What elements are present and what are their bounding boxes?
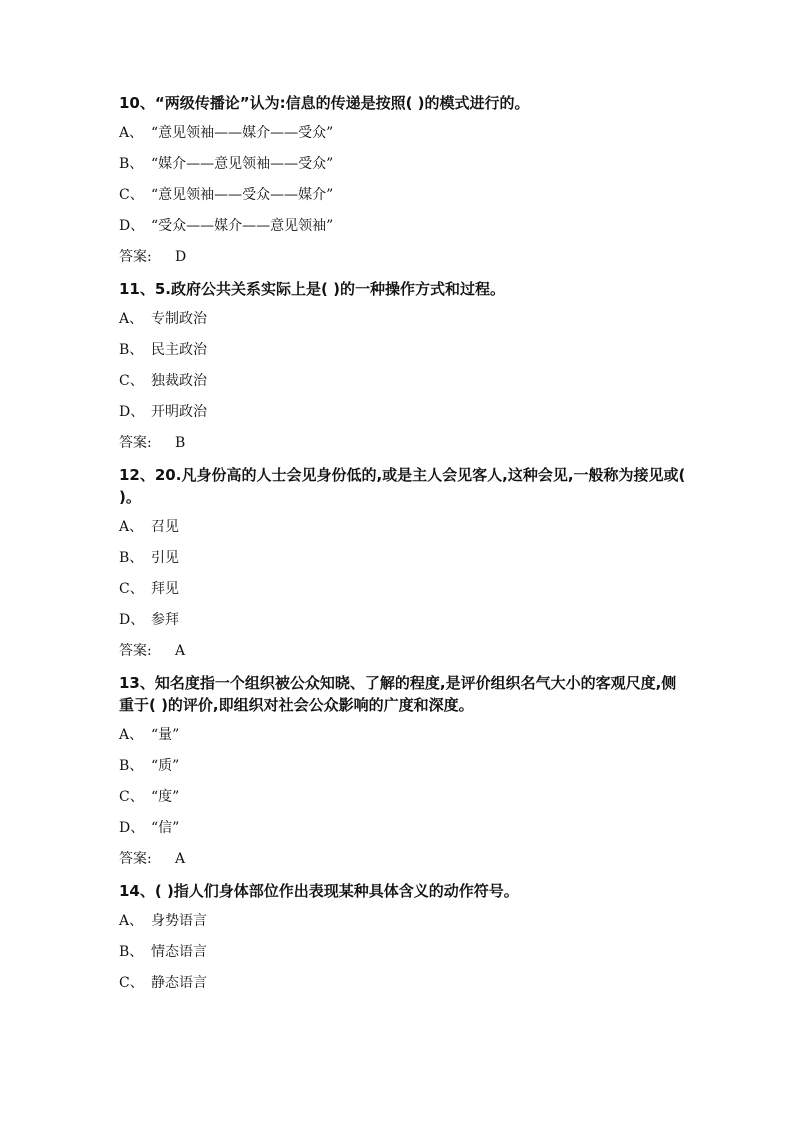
option-label: C、 <box>119 789 144 805</box>
option-label: A、 <box>119 727 144 743</box>
option-label: B、 <box>119 342 144 358</box>
option-c <box>119 972 689 994</box>
option-label: A、 <box>119 311 144 327</box>
option-d <box>119 609 689 631</box>
option-text: 静态语言 <box>151 975 207 991</box>
option-c <box>119 370 689 392</box>
option-label: A、 <box>119 913 144 929</box>
option-text: 民主政治 <box>151 342 207 358</box>
option-text: 情态语言 <box>151 944 207 960</box>
option-c <box>119 578 689 600</box>
option-text: “度” <box>151 789 180 805</box>
question-text: 10、“两级传播论”认为:信息的传递是按照( )的模式进行的。 <box>119 94 530 112</box>
option-label: D、 <box>119 820 145 836</box>
option-label: C、 <box>119 187 144 203</box>
answer-line <box>119 246 689 268</box>
option-d <box>119 215 689 237</box>
question-block-10 <box>119 92 689 268</box>
option-label: B、 <box>119 944 144 960</box>
option-d <box>119 817 689 839</box>
option-text: 身势语言 <box>151 913 207 929</box>
question-block-12 <box>119 464 689 662</box>
answer-label: 答案: <box>119 435 152 451</box>
option-label: D、 <box>119 612 145 628</box>
answer-label: 答案: <box>119 851 152 867</box>
document-page <box>119 92 689 1003</box>
option-label: C、 <box>119 373 144 389</box>
option-label: B、 <box>119 156 144 172</box>
option-text: 专制政治 <box>151 311 207 327</box>
answer-line <box>119 848 689 870</box>
option-c <box>119 184 689 206</box>
option-a <box>119 724 689 746</box>
option-b <box>119 547 689 569</box>
option-text: “受众——媒介——意见领袖” <box>151 218 334 234</box>
option-b <box>119 941 689 963</box>
option-text: 拜见 <box>151 581 179 597</box>
question-block-13 <box>119 672 689 870</box>
option-label: C、 <box>119 581 144 597</box>
option-label: B、 <box>119 758 144 774</box>
question-text: 14、( )指人们身体部位作出表现某种具体含义的动作符号。 <box>119 882 519 900</box>
option-text: “意见领袖——受众——媒介” <box>151 187 334 203</box>
option-b <box>119 755 689 777</box>
option-text: “意见领袖——媒介——受众” <box>151 125 334 141</box>
option-b <box>119 339 689 361</box>
option-label: A、 <box>119 125 144 141</box>
option-c <box>119 786 689 808</box>
question-text: 13、知名度指一个组织被公众知晓、了解的程度,是评价组织名气大小的客观尺度,侧重于( )的评价,即组织对社会公众影响的广度和深度。 <box>119 674 677 714</box>
question-text: 11、5.政府公共关系实际上是( )的一种操作方式和过程。 <box>119 280 505 298</box>
answer-value: A <box>175 643 186 659</box>
option-a <box>119 910 689 932</box>
option-label: B、 <box>119 550 144 566</box>
option-text: 召见 <box>151 519 179 535</box>
option-label: D、 <box>119 218 145 234</box>
option-text: 独裁政治 <box>151 373 207 389</box>
option-a <box>119 122 689 144</box>
option-text: 开明政治 <box>151 404 207 420</box>
option-label: A、 <box>119 519 144 535</box>
option-d <box>119 401 689 423</box>
answer-value: B <box>175 435 186 451</box>
option-label: C、 <box>119 975 144 991</box>
answer-label: 答案: <box>119 643 152 659</box>
answer-line <box>119 432 689 454</box>
question-text: 12、20.凡身份高的人士会见身份低的,或是主人会见客人,这种会见,一般称为接见或( )。 <box>119 466 686 506</box>
option-text: “信” <box>151 820 180 836</box>
option-label: D、 <box>119 404 145 420</box>
question-block-11 <box>119 278 689 454</box>
answer-value: D <box>175 249 187 265</box>
option-b <box>119 153 689 175</box>
answer-value: A <box>175 851 186 867</box>
option-text: 引见 <box>151 550 179 566</box>
option-text: “媒介——意见领袖——受众” <box>151 156 334 172</box>
answer-label: 答案: <box>119 249 152 265</box>
option-a <box>119 308 689 330</box>
option-a <box>119 516 689 538</box>
question-block-14 <box>119 880 689 994</box>
option-text: 参拜 <box>151 612 179 628</box>
answer-line <box>119 640 689 662</box>
option-text: “量” <box>151 727 180 743</box>
option-text: “质” <box>151 758 180 774</box>
